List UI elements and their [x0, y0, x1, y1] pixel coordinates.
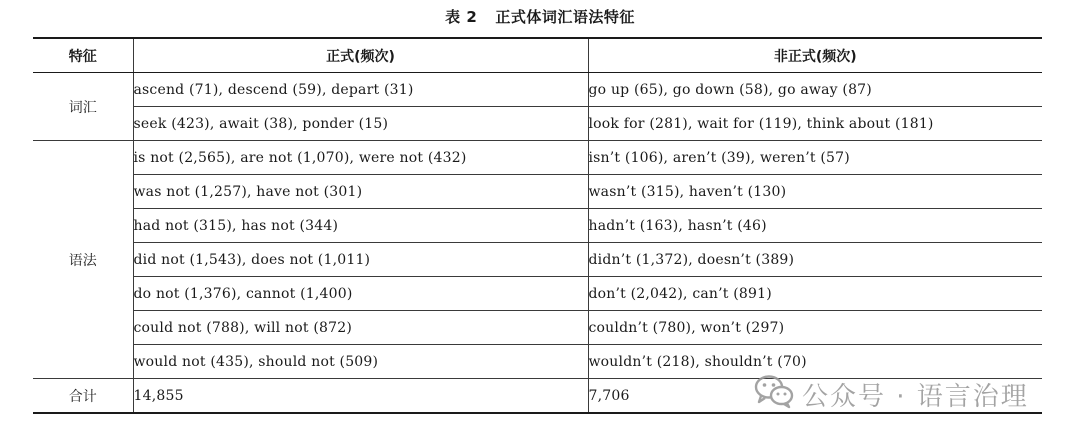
table-row: [33, 277, 1042, 311]
table-row: [33, 73, 1042, 107]
formal-cell: did not (1,543), does not (1,011): [133, 243, 588, 277]
informal-cell: couldn’t (780), won’t (297): [588, 311, 1042, 345]
category-grammar: 语法: [33, 141, 133, 379]
header-informal: 非正式(频次): [588, 38, 1042, 73]
table-caption: [0, 6, 1080, 28]
table-row: [33, 311, 1042, 345]
feature-table: [33, 37, 1042, 414]
total-label: 合计: [33, 379, 133, 414]
total-formal: 14,855: [133, 379, 588, 414]
table-title: 正式体词汇语法特征: [495, 8, 635, 26]
header-feature: 特征: [33, 38, 133, 73]
informal-cell: isn’t (106), aren’t (39), weren’t (57): [588, 141, 1042, 175]
informal-cell: look for (281), wait for (119), think about (181): [588, 107, 1042, 141]
table-row: [33, 141, 1042, 175]
informal-cell: hadn’t (163), hasn’t (46): [588, 209, 1042, 243]
category-vocab: 词汇: [33, 73, 133, 141]
informal-cell: wouldn’t (218), shouldn’t (70): [588, 345, 1042, 379]
formal-cell: seek (423), await (38), ponder (15): [133, 107, 588, 141]
formal-cell: could not (788), will not (872): [133, 311, 588, 345]
table-row: [33, 175, 1042, 209]
informal-cell: go up (65), go down (58), go away (87): [588, 73, 1042, 107]
header-row: [33, 38, 1042, 73]
formal-cell: had not (315), has not (344): [133, 209, 588, 243]
watermark: [754, 374, 1029, 414]
wechat-icon: [754, 373, 802, 416]
formal-cell: ascend (71), descend (59), depart (31): [133, 73, 588, 107]
header-formal: 正式(频次): [133, 38, 588, 73]
formal-cell: is not (2,565), are not (1,070), were not (432): [133, 141, 588, 175]
informal-cell: didn’t (1,372), doesn’t (389): [588, 243, 1042, 277]
table-row: [33, 107, 1042, 141]
table-row: [33, 209, 1042, 243]
formal-cell: was not (1,257), have not (301): [133, 175, 588, 209]
formal-cell: would not (435), should not (509): [133, 345, 588, 379]
informal-cell: don’t (2,042), can’t (891): [588, 277, 1042, 311]
formal-cell: do not (1,376), cannot (1,400): [133, 277, 588, 311]
table-number: 表 2: [445, 8, 478, 26]
table-row: [33, 243, 1042, 277]
watermark-text: 公众号 · 语言治理: [802, 381, 1029, 412]
informal-cell: wasn’t (315), haven’t (130): [588, 175, 1042, 209]
total-informal: 7,706: [588, 379, 1042, 414]
